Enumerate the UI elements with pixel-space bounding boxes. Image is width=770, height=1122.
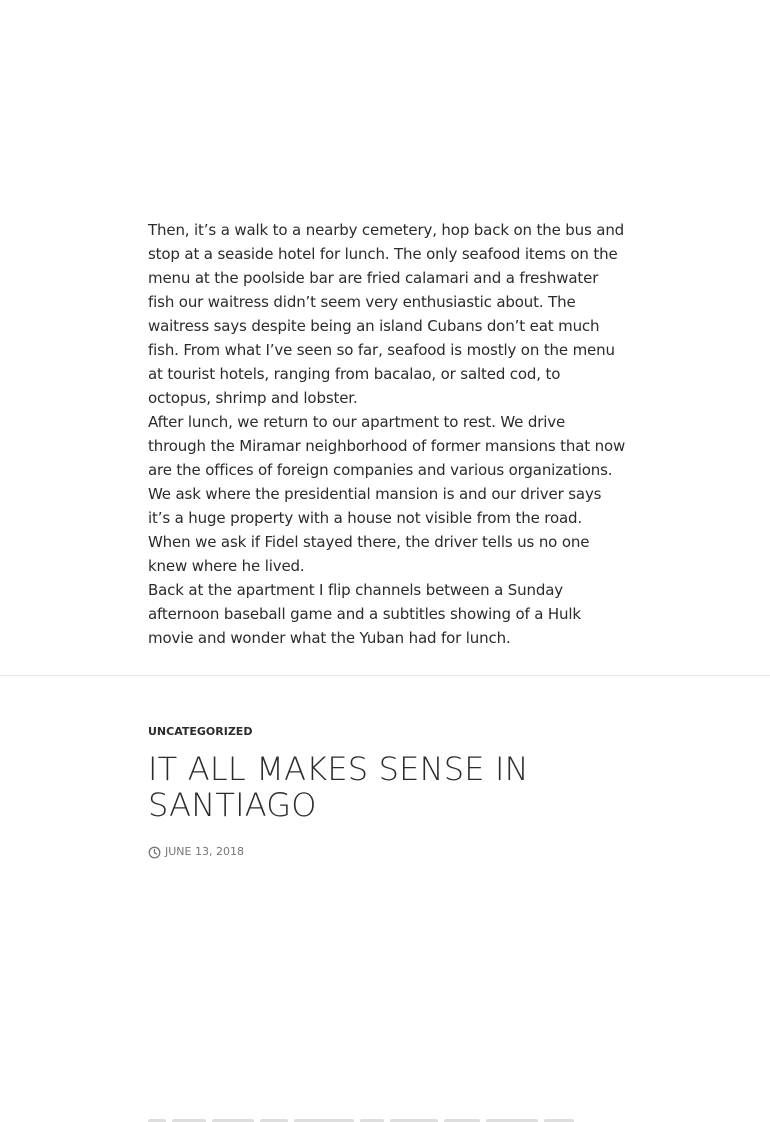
next-post-text-preview xyxy=(148,1110,608,1122)
featured-image-area xyxy=(0,0,770,218)
article-paragraph: After lunch, we return to our apartment to rest. We drive through the Miramar neighborhood of former mansions that now are the offices of foreign companies and various organizations. We ask where the presidential mansion is and our driver says it’s a huge property with a house not visible from the road. When we ask if Fidel stayed there, the driver tells us no one knew where he lived. xyxy=(148,413,626,575)
article-content xyxy=(148,218,626,650)
next-post xyxy=(148,720,626,859)
article-paragraph: Back at the apartment I flip channels between a Sunday afternoon baseball game and a subtitles showing of a Hulk movie and wonder what the Yuban had for lunch. xyxy=(148,581,581,647)
article-paragraph: Then, it’s a walk to a nearby cemetery, hop back on the bus and stop at a seaside hotel for lunch. The only seafood items on the menu at the poolside bar are fried calamari and a freshwater fish our waitress didn’t seem very enthusiastic about. The waitress says despite being an island Cubans don’t eat much fish. From what I’ve seen so far, seafood is mostly on the menu at tourist hotels, ranging from bacalao, or salted cod, to octopus, shrimp and lobster. xyxy=(148,221,625,407)
category-link[interactable]: UNCATEGORIZED xyxy=(148,725,253,738)
post-title[interactable]: IT ALL MAKES SENSE IN SANTIAGO xyxy=(148,750,529,824)
post-divider xyxy=(0,675,770,676)
post-date[interactable]: JUNE 13, 2018 xyxy=(165,845,244,858)
post-meta xyxy=(148,845,626,859)
clock-icon xyxy=(148,846,161,859)
